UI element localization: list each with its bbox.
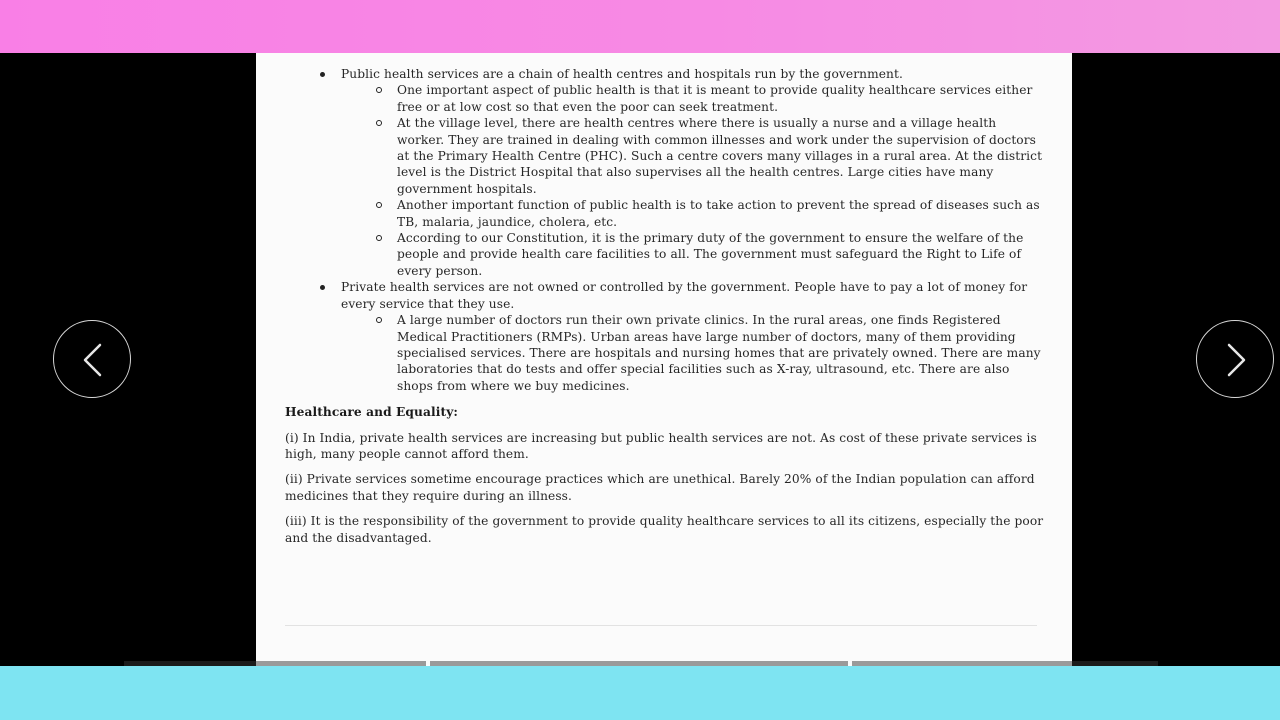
chevron-left-icon [54,321,132,399]
sub-list-item: At the village level, there are health centres where there is usually a nurse and a village health worker. They are trained in dealing with common illnesses and work under the supervision of doctors at the Primary Health Centre (PHC). Such a centre covers many villages in a rural area. At the district level is the District Hospital that also supervises all the health centres. Large cities have many government hospitals. [341,115,1045,197]
bottom-color-band [0,666,1280,720]
paragraph: (i) In India, private health services are increasing but public health services are not. As cost of these private services is high, many people cannot afford them. [285,430,1037,461]
sub-list-item: One important aspect of public health is that it is meant to provide quality healthcare services either free or at low cost so that even the poor can seek treatment. [341,82,1045,115]
list-item [285,66,1045,279]
sub-bullet-list [341,82,1045,279]
top-color-band [0,0,1280,53]
list-item [285,279,1045,394]
bullet-text: Private health services are not owned or controlled by the government. People have to pay a lot of money for every service that they use. [341,280,1028,311]
sub-list-item: A large number of doctors run their own private clinics. In the rural areas, one finds Registered Medical Practitioners (RMPs). Urban areas have large number of doctors, many of them providing specialised services. There are hospitals and nursing homes that are privately owned. There are many laboratories that do tests and offer special facilities such as X-ray, ultrasound, etc. There are also shops from where we buy medicines. [341,312,1045,394]
section-heading: Healthcare and Equality: [285,405,458,420]
sub-list-item: According to our Constitution, it is the primary duty of the government to ensure the welfare of the people and provide health care facilities to all. The government must safeguard the Right to Life of every person. [341,230,1045,279]
sub-bullet-list [341,312,1045,394]
document-viewer [0,53,1280,666]
bullet-text: Public health services are a chain of health centres and hospitals run by the government. [341,67,903,81]
divider [285,625,1037,626]
sub-list-item: Another important function of public health is to take action to prevent the spread of diseases such as TB, malaria, jaundice, cholera, etc. [341,197,1045,230]
document-page[interactable] [256,53,1072,666]
paragraph: (iii) It is the responsibility of the government to provide quality healthcare services to all its citizens, especially the poor and the disadvantaged. [285,514,1044,545]
paragraph: (ii) Private services sometime encourage practices which are unethical. Barely 20% of the Indian population can afford medicines that they require during an illness. [285,472,1035,503]
page-content [285,66,1045,546]
next-page-button[interactable] [1196,320,1274,398]
chevron-right-icon [1197,321,1275,399]
previous-page-button[interactable] [53,320,131,398]
bullet-list [285,66,1045,394]
